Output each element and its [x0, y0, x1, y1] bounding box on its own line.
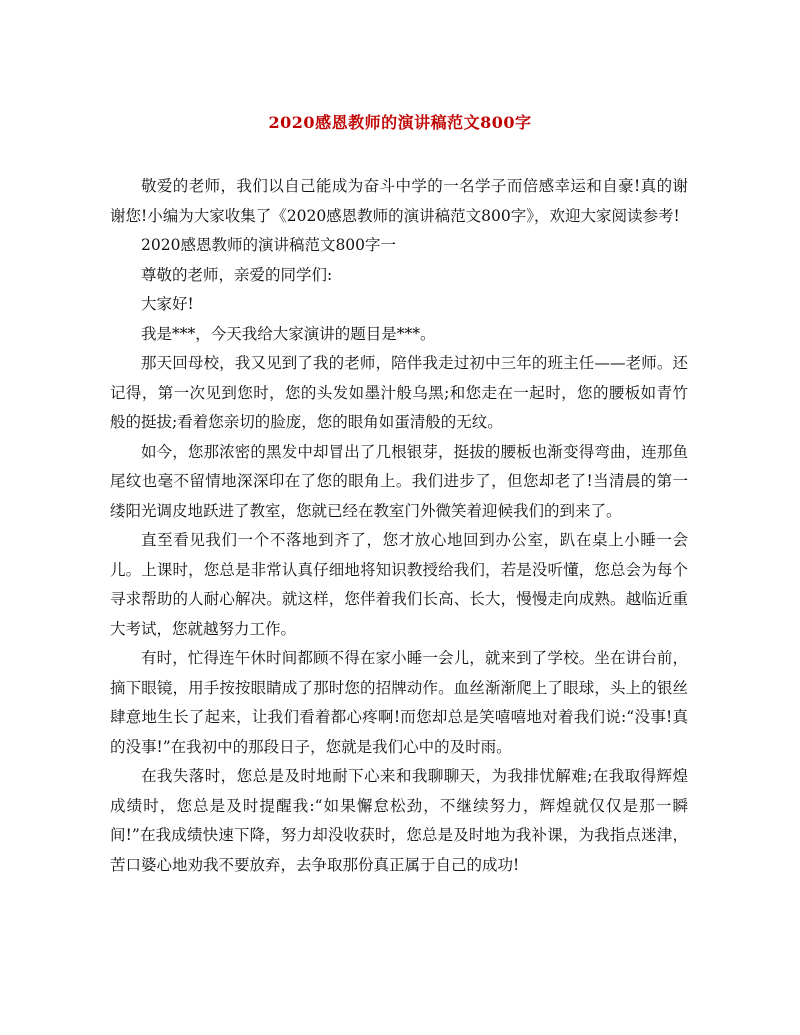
paragraph-intro: 敬爱的老师，我们以自己能成为奋斗中学的一名学子而倍感幸运和自豪!真的谢谢您!小编为大家收集了《2020感恩教师的演讲稿范文800字》，欢迎大家阅读参考!	[110, 177, 688, 225]
paragraph-classroom: 直至看见我们一个不落地到齐了，您才放心地回到办公室，趴在桌上小睡一会儿。上课时，您总是非常认真仔细地将知识教授给我们，若是没听懂，您总会为每个寻求帮助的人耐心解决。就这样，您伴着我们长高、长大，慢慢走向成熟。越临近重大考试，您就越努力工作。	[110, 531, 688, 638]
paragraph-support: 在我失落时，您总是及时地耐下心来和我聊聊天，为我排忧解难;在我取得辉煌成绩时，您总是及时提醒我:“如果懈怠松劲，不继续努力，辉煌就仅仅是那一瞬间!”在我成绩快速下降，努力却没收获时，您总是及时地为我补课，为我指点迷津，苦口婆心地劝我不要放弃，去争取那份真正属于自己的成功!	[110, 767, 688, 874]
paragraph-greeting: 大家好!	[141, 295, 194, 313]
paragraph-subtitle: 2020感恩教师的演讲稿范文800字一	[141, 236, 397, 254]
paragraph-topic: 我是***，今天我给大家演讲的题目是***。	[141, 324, 436, 343]
document-title: 2020感恩教师的演讲稿范文800字	[268, 113, 532, 132]
paragraph-sometimes: 有时，忙得连午休时间都顾不得在家小睡一会儿，就来到了学校。坐在讲台前，摘下眼镜，用手按按眼睛成了那时您的招牌动作。血丝渐渐爬上了眼球，头上的银丝肆意地生长了起来，让我们看着都心疼啊!而您却总是笑嘻嘻地对着我们说:“没事!真的没事!”在我初中的那段日子，您就是我们心中的及时雨。	[110, 649, 688, 756]
document-body	[110, 172, 688, 880]
paragraph-memory: 那天回母校，我又见到了我的老师，陪伴我走过初中三年的班主任——老师。还记得，第一次见到您时，您的头发如墨汁般乌黑;和您走在一起时，您的腰板如青竹般的挺拔;看着您亲切的脸庞，您的眼角如蛋清般的无纹。	[110, 354, 688, 431]
paragraph-now: 如今，您那浓密的黑发中却冒出了几根银芽，挺拔的腰板也渐变得弯曲，连那鱼尾纹也毫不留情地深深印在了您的眼角上。我们进步了，但您却老了!当清晨的第一缕阳光调皮地跃进了教室，您就已经在教室门外微笑着迎候我们的到来了。	[110, 442, 688, 520]
paragraph-salutation: 尊敬的老师，亲爱的同学们:	[141, 265, 333, 284]
